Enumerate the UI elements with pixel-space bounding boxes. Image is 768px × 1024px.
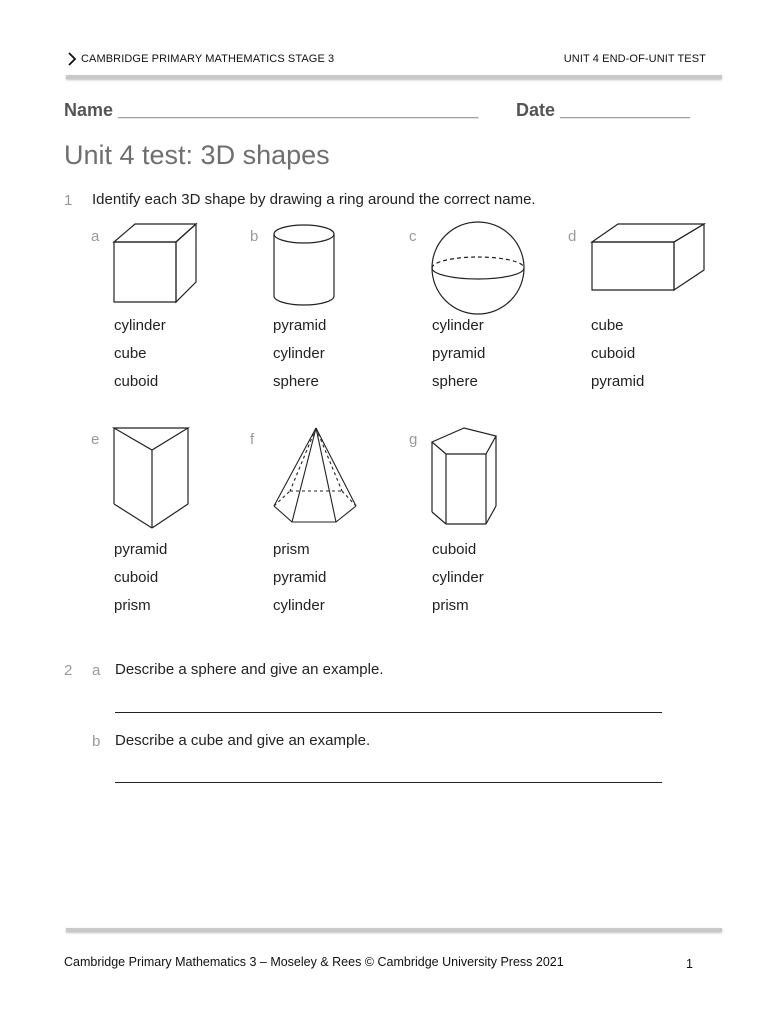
option-d-2[interactable]: cuboid	[591, 345, 636, 362]
sphere-icon	[428, 220, 530, 316]
part-a-label: a	[91, 228, 100, 245]
page-number: 1	[686, 957, 693, 971]
option-g-1[interactable]: cuboid	[432, 541, 477, 558]
part-g-options	[432, 536, 484, 620]
answer-line-b[interactable]	[115, 782, 662, 783]
chevron-right-icon	[67, 52, 77, 66]
part-e-options	[114, 536, 167, 620]
q2-part-b-label: b	[92, 733, 101, 750]
answer-line-a[interactable]	[115, 712, 662, 713]
option-a-2[interactable]: cube	[114, 345, 147, 362]
option-f-3[interactable]: cylinder	[273, 597, 325, 614]
part-f-label: f	[250, 431, 255, 448]
page-title: Unit 4 test: 3D shapes	[64, 140, 330, 170]
option-a-3[interactable]: cuboid	[114, 373, 159, 390]
option-g-3[interactable]: prism	[432, 597, 469, 614]
hexagonal-pyramid-icon	[270, 424, 360, 526]
header-left: CAMBRIDGE PRIMARY MATHEMATICS STAGE 3	[81, 53, 335, 65]
q2-part-b-text: Describe a cube and give an example.	[115, 732, 371, 749]
date-blank: _____________	[560, 100, 691, 120]
option-f-1[interactable]: prism	[273, 541, 310, 558]
q2-part-a-label: a	[92, 662, 101, 679]
option-f-2[interactable]: pyramid	[273, 569, 327, 586]
part-e-label: e	[91, 431, 100, 448]
header-rule	[66, 75, 722, 79]
header-right: UNIT 4 END-OF-UNIT TEST	[563, 53, 706, 65]
part-d-options	[591, 312, 644, 396]
name-field	[64, 100, 478, 121]
option-c-1[interactable]: cylinder	[432, 317, 484, 334]
option-c-2[interactable]: pyramid	[432, 345, 486, 362]
pentagonal-prism-icon	[428, 424, 502, 528]
option-d-1[interactable]: cube	[591, 317, 624, 334]
date-label: Date	[516, 100, 556, 120]
option-b-2[interactable]: cylinder	[273, 345, 325, 362]
option-e-3[interactable]: prism	[114, 597, 151, 614]
name-blank: ____________________________________	[118, 100, 479, 120]
part-d-label: d	[568, 228, 577, 245]
question-2-number: 2	[64, 662, 73, 679]
part-c-options	[432, 312, 485, 396]
option-d-3[interactable]: pyramid	[591, 373, 645, 390]
footer-credit: Cambridge Primary Mathematics 3 – Moseley & Rees © Cambridge University Press 2021	[64, 955, 564, 969]
part-a-options	[114, 312, 166, 396]
cylinder-icon	[270, 222, 340, 308]
part-g-label: g	[409, 431, 418, 448]
footer-rule	[66, 928, 722, 932]
option-g-2[interactable]: cylinder	[432, 569, 484, 586]
cuboid-icon	[588, 222, 710, 296]
part-b-options	[273, 312, 326, 396]
date-field	[516, 100, 690, 121]
part-f-options	[273, 536, 326, 620]
option-b-3[interactable]: sphere	[273, 373, 319, 390]
option-b-1[interactable]: pyramid	[273, 317, 327, 334]
option-c-3[interactable]: sphere	[432, 373, 478, 390]
option-e-1[interactable]: pyramid	[114, 541, 168, 558]
cube-icon	[110, 222, 202, 306]
q2-part-a-text: Describe a sphere and give an example.	[115, 661, 384, 678]
question-1-text: Identify each 3D shape by drawing a ring around the correct name.	[92, 191, 536, 208]
name-label: Name	[64, 100, 114, 120]
option-e-2[interactable]: cuboid	[114, 569, 159, 586]
option-a-1[interactable]: cylinder	[114, 317, 166, 334]
part-c-label: c	[409, 228, 417, 245]
question-1-number: 1	[64, 192, 73, 209]
triangular-prism-icon	[110, 424, 194, 532]
part-b-label: b	[250, 228, 259, 245]
